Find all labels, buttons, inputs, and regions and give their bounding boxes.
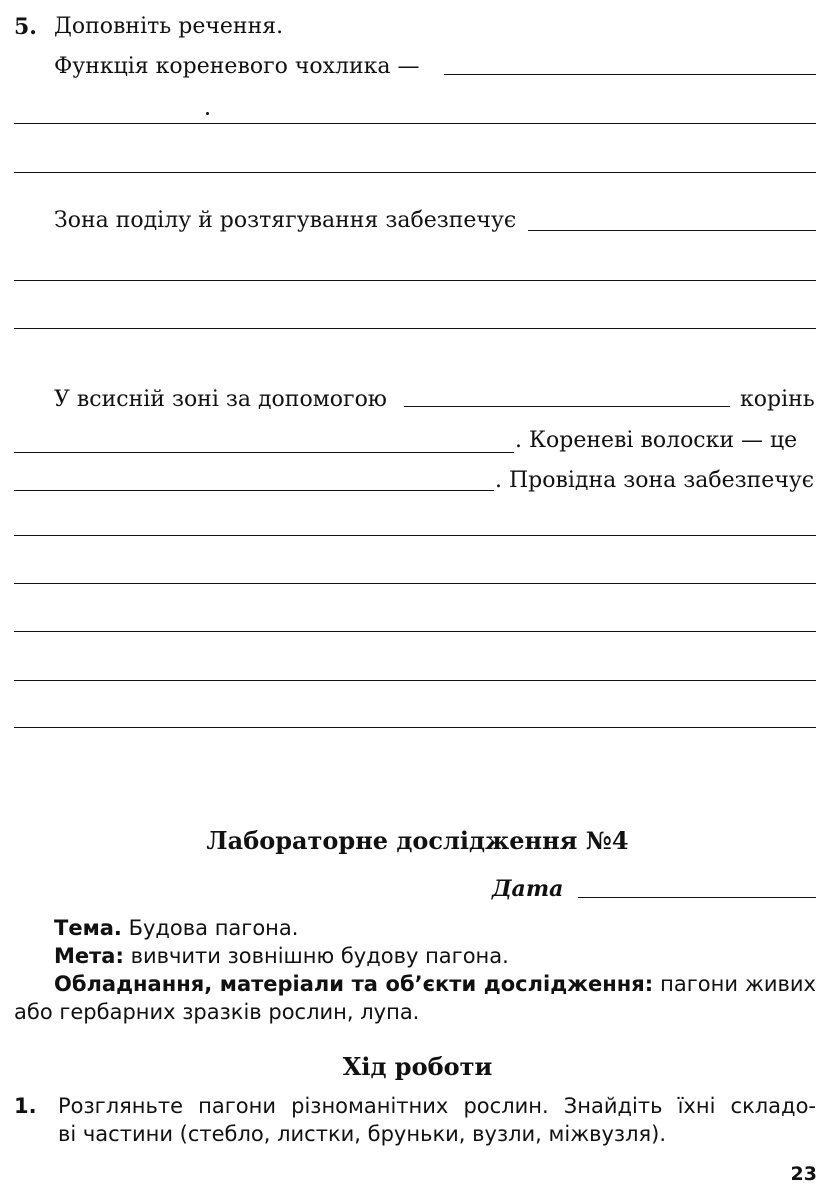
topic-line: [54, 916, 298, 940]
sentence-root-cap: Функція кореневого чохлика —: [54, 54, 420, 79]
answer-line[interactable]: [404, 406, 730, 407]
answer-line[interactable]: [14, 452, 514, 453]
date-label: Дата: [492, 876, 564, 902]
answer-line[interactable]: [528, 230, 816, 231]
answer-line[interactable]: [14, 583, 816, 584]
goal-line: [54, 944, 509, 968]
answer-line[interactable]: [14, 490, 494, 491]
goal-label: Мета:: [54, 944, 124, 968]
topic-text: Будова пагона.: [128, 916, 299, 940]
answer-line[interactable]: [14, 631, 816, 632]
equipment-text: пагони живих: [660, 972, 816, 996]
answer-line[interactable]: [14, 535, 816, 536]
sentence-conducting-zone: . Провідна зона забезпечує: [495, 468, 815, 493]
answer-line[interactable]: [14, 328, 816, 329]
answer-line[interactable]: [14, 123, 816, 124]
answer-line[interactable]: [444, 74, 816, 75]
answer-line[interactable]: [14, 727, 816, 728]
equipment-line: [54, 972, 816, 996]
task-number: 5.: [14, 14, 37, 40]
equipment-text-continued: або гербарних зразків рослин, лупа.: [14, 1000, 420, 1024]
step-number: 1.: [14, 1094, 37, 1118]
step-text-line2: ві частини (стебло, листки, бруньки, вузли, міжвузля).: [58, 1122, 667, 1146]
sentence-root-hairs: . Кореневі волоски — це: [515, 428, 798, 453]
page-number: 23: [790, 1163, 817, 1185]
answer-line[interactable]: [14, 680, 816, 681]
answer-line[interactable]: [14, 280, 816, 281]
sentence-division-zone: Зона поділу й розтягування забезпечує: [54, 208, 517, 233]
equipment-label: Обладнання, матеріали та об’єкти дослідження:: [54, 972, 654, 996]
step-text-line1: Розгляньте пагони різноманітних рослин. Знайдіть їхні складо-: [58, 1094, 816, 1118]
lab-heading: Лабораторне дослідження №4: [206, 826, 629, 855]
topic-label: Тема.: [54, 916, 122, 940]
ink-dot: [206, 112, 209, 115]
task-title: Доповніть речення.: [54, 14, 284, 39]
sentence-absorption-zone: У всисній зоні за допомогою: [54, 387, 387, 412]
date-line[interactable]: [578, 897, 816, 898]
sentence-root-word: корінь: [740, 387, 815, 412]
goal-text: вивчити зовнішню будову пагона.: [130, 944, 509, 968]
answer-line[interactable]: [14, 172, 816, 173]
procedure-heading: Хід роботи: [342, 1052, 493, 1081]
